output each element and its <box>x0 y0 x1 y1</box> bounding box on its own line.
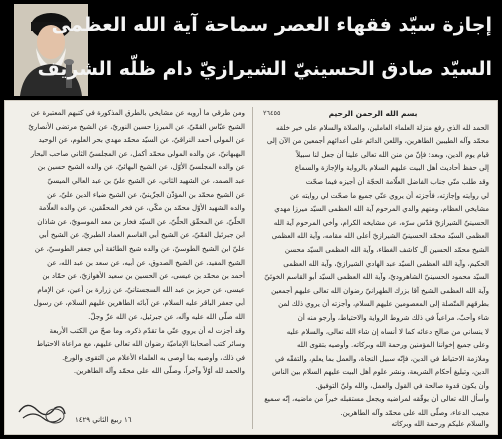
text-line: لي روايته وإجازته، فأجزته أن يروي عنّي جميع ما صحّت لي روايته عن <box>290 191 489 200</box>
text-line: الشيخ محمّد الحسين آل كاشف الغطاء، وآية الله العظمى السيّد محسن <box>284 245 489 254</box>
text-line: مجيب الدعاء، وصلّى الله على محمّد وآله الطاهرين. <box>340 409 489 418</box>
basmala: بسم الله الرحمن الرحيم <box>328 109 418 118</box>
text-line: شاء وأحبّ، مراعياً في ذلك شروط الرواية والاحتياط، وأرجو منه أن <box>297 313 489 322</box>
text-line: وقد طلب منّي جناب الفاضل العلّامة الحجّة أن أجيزه فيما صحّت <box>305 177 489 186</box>
text-line: عن الشيخ محمّد بن المؤذّن الجزّينيّ، عن الشيخ ضياء الدين عليّ، عن <box>47 190 245 199</box>
text-line: الحلّيّ، عن المحقّق الحلّيّ، عن السيّد فخار بن معد الموسويّ، عن شاذان <box>37 217 245 226</box>
document-number: ٢٦٤٥٥ <box>263 109 281 117</box>
header-banner <box>0 0 502 98</box>
right-column <box>257 107 489 429</box>
header-title-line-2: السيّد صادق الحسينيّ الشيرازيّ دام ظلّه الشريف <box>37 58 492 80</box>
text-line: مشايخي العظام، ومنهم والدي المرحوم آية الله العظمى السيّد ميرزا مهدي <box>274 205 489 214</box>
signature-seal <box>15 396 69 426</box>
text-line: البهبهانيّ، عن والده المولى محمّد أكمل، عن المجلسيّ الثاني صاحب البحار <box>30 149 245 158</box>
text-line: إلى حفظ أحاديث أهل البيت عليهم السلام بالرواية والإجازة والسماع <box>294 164 489 173</box>
header-title-line-1: إجازة سيّد فقهاء العصر سماحة آية الله العظمى <box>51 14 492 36</box>
text-line: وعلى جميع إخواننا المؤمنين ورحمة الله وبركاته. وأوصيه بتقوى الله <box>297 341 489 350</box>
text-line: عبد الصمد، عن الشهيد الثاني، عن الشيخ عليّ بن عبد العالي الميسيّ <box>47 176 245 185</box>
ijaza-document <box>4 100 498 435</box>
text-line: والده الشهيد الأوّل محمّد بن مكّي، عن فخر المحقّقين، عن والده العلّامة <box>38 204 245 213</box>
document-date: ١٦ ربيع الثاني ١٤٢٩ <box>75 416 132 424</box>
text-line: وسائر كتب أصحابنا الإماميّة رضوان الله تعالى عليهم، مع مراعاة الاحتياط <box>36 340 245 349</box>
text-line: عيسى، عن حريز بن عبد الله السجستانيّ، عن زرارة بن أعين، عن الإمام <box>37 285 245 294</box>
text-line: أحمد بن محمّد بن عيسى، عن الحسين بن سعيد الأهوازيّ، عن حمّاد بن <box>42 272 245 281</box>
text-line: وآية الله العظمى الشيخ آقا بزرك الطهرانيّ رضوان الله تعالى عليهم أجمعين <box>271 286 489 295</box>
column-divider <box>252 107 253 429</box>
text-line: الحمد لله الذي رفع منزلة العلماء العاملين، والصلاة والسلام على خير خلقه <box>275 123 489 132</box>
text-line: الحكيم، وآية الله العظمى السيّد عبد الهادي الشيرازيّ، وآية الله العظمى <box>283 259 489 268</box>
text-line: عن والده المجلسيّ الأوّل، عن الشيخ البهائيّ، عن والده الشيخ حسين بن <box>37 163 245 172</box>
text-line: ومن طرقي ما أرويه عن مشايخي بالطرق المذكورة في كتبهم المعتبرة عن <box>30 109 245 117</box>
text-line: وملازمة الاحتياط في الدين، فإنّه سبيل النجاة، والعمل بما يعلم، والتفقّه في <box>274 354 489 363</box>
text-line: والحمد لله أوّلاً وآخراً، وصلّى الله على محمّد وآله الطاهرين. <box>73 367 245 376</box>
text-line: الشيخ المفيد، عن الشيخ الصدوق، عن أبيه، عن سعد بن عبد الله، عن <box>47 258 245 267</box>
text-line: وأن يكون قدوة صالحة في القول والعمل، والله وليّ التوفيق. <box>315 381 489 390</box>
text-line: الشيخ عبّاس القمّيّ، عن الميرزا حسين النوريّ، عن الشيخ مرتضى الأنصاريّ <box>28 122 245 131</box>
text-line: قيام يوم الدين، وبعد: فإنّ من منن الله تعالى علينا أن جعل لنا سبيلاً <box>296 150 489 159</box>
text-line: لا ينساني من صالح دعائه كما لا أنساه إن شاء الله تعالى، والسلام عليه <box>286 327 489 336</box>
text-line: عن المولى أحمد النراقيّ، عن السيّد محمّد مهدي بحر العلوم، عن الوحيد <box>38 136 245 145</box>
text-line: العظمى السيّد محمّد الحسينيّ الشيرازيّ أعلى الله مقامه، وآية الله العظمى <box>271 232 489 241</box>
text-line: ابن جبرئيل القمّيّ، عن الشيخ أبي القاسم العماد الطبريّ، عن الشيخ أبي <box>38 231 245 240</box>
closing-line: والسلام عليكم ورحمة الله وبركاته <box>391 420 489 428</box>
left-column <box>13 107 245 429</box>
text-line: وأسأل الله تعالى أن يوفّقه لمراضيه ويجعل مستقبله خيراً من ماضيه، إنّه سميع <box>264 395 489 404</box>
text-line: عليّ ابن الشيخ الطوسيّ، عن والده شيخ الطائفة أبي جعفر الطوسيّ، عن <box>34 244 245 253</box>
text-line: الله صلّى الله عليه وآله، عن جبرئيل، عن الله عزّ وجلّ. <box>88 312 245 321</box>
text-line: في ذلك، وأوصيه بما أوصى به العلماء الأعلام من التقوى والورع. <box>62 353 245 362</box>
text-line: وقد أجزت له أن يروي عنّي ما تقدّم ذكره، وما صحّ من الكتب الأربعة <box>49 326 245 335</box>
text-line: الحسينيّ الشيرازيّ قدّس سرّه، عن مشايخه الكرام، وأخي المرحوم آية الله <box>273 218 489 227</box>
text-line: السيّد محمود الحسينيّ الشاهروديّ، وآية الله العظمى السيّد أبو القاسم الخوئيّ <box>264 273 489 282</box>
text-line: محمّد وآله الطيبين الطاهرين، واللعن الدائم على أعدائهم أجمعين من الآن إلى <box>266 137 489 146</box>
text-line: بطرقهم المتّصلة إلى المعصومين عليهم السلام، وأجزته أن يروي ذلك لمن <box>278 300 489 309</box>
text-line: الدين، وتبليغ أحكام الشريعة، ونشر علوم أهل البيت عليهم السلام بين الناس <box>271 368 489 377</box>
text-line: أبي جعفر الباقر عليه السلام، عن آبائه الطاهرين عليهم السلام، عن رسول <box>33 299 245 308</box>
seal-stamp-icon <box>15 396 69 426</box>
